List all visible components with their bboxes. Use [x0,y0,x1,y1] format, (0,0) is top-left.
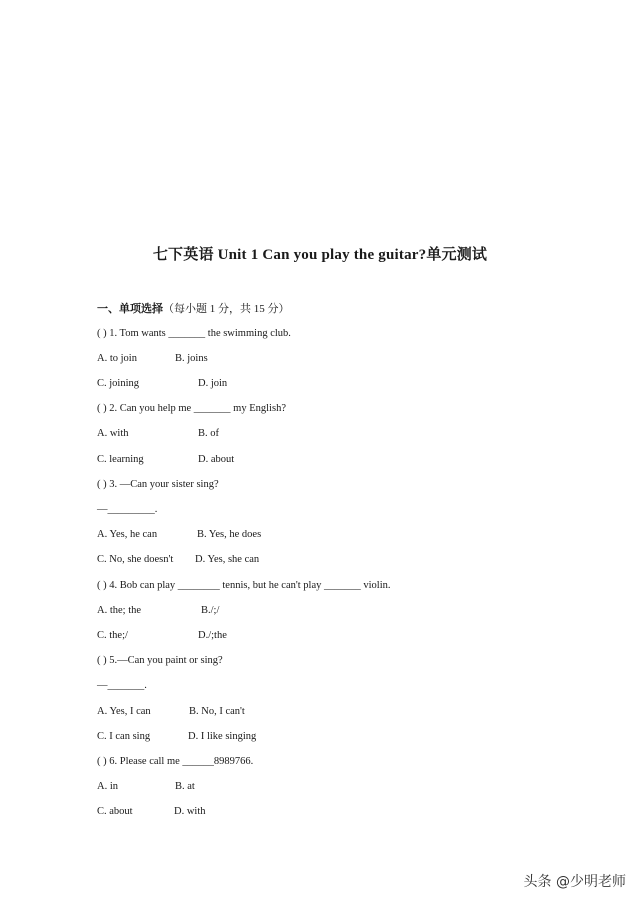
option-b: B. at [175,781,195,792]
option-a: A. to join [97,353,137,364]
option-a: A. Yes, I can [97,706,151,717]
option-d: D. Yes, she can [195,554,260,565]
option-c: C. about [97,806,133,817]
question-4-options-row-1 [97,604,220,618]
section-heading [97,300,290,316]
option-c: C. the;/ [97,630,128,641]
section-label: 一、单项选择 [97,303,163,315]
option-b: B. No, I can't [189,706,245,717]
option-c: C. I can sing [97,731,151,742]
question-6-stem: ( ) 6. Please call me ______8989766. [97,756,254,767]
question-6-options-row-2 [97,805,206,819]
option-c: C. No, she doesn't [97,554,174,565]
question-5-options-row-2 [97,730,257,744]
question-6-options-row-1 [97,780,195,794]
question-3-stem: ( ) 3. —Can your sister sing? [97,479,219,490]
question-3-answer-line: —_________. [97,504,158,515]
question-1-stem: ( ) 1. Tom wants _______ the swimming club. [97,328,291,339]
question-5-stem: ( ) 5.—Can you paint or sing? [97,655,223,666]
option-b: B. Yes, he does [197,529,262,540]
question-5-answer-line: —_______. [97,680,147,691]
question-1-options-row-2 [97,377,228,391]
option-d: D. about [198,454,235,465]
option-d: D. join [198,378,228,389]
page-title: 七下英语 Unit 1 Can you play the guitar?单元测试 [152,247,488,263]
question-2-options-row-2 [97,453,235,467]
watermark: 头条 @少明老师 [523,874,626,890]
option-b: B./;/ [201,605,220,616]
option-d: D. I like singing [188,731,257,742]
option-b: B. of [198,428,219,439]
question-2-options-row-1 [97,427,219,441]
option-a: A. in [97,781,118,792]
option-c: C. joining [97,378,140,389]
question-3-options-row-1 [97,528,262,542]
option-a: A. the; the [97,605,142,616]
option-b: B. joins [175,353,208,364]
option-c: C. learning [97,454,144,465]
option-d: D. with [174,806,206,817]
question-4-stem: ( ) 4. Bob can play ________ tennis, but he can't play _______ violin. [97,580,391,591]
section-note: （每小题 1 分，共 15 分） [163,303,290,315]
option-a: A. Yes, he can [97,529,158,540]
question-4-options-row-2 [97,629,227,643]
question-5-options-row-1 [97,705,245,719]
question-3-options-row-2 [97,553,260,567]
question-2-stem: ( ) 2. Can you help me _______ my English? [97,403,286,414]
option-d: D./;the [198,630,227,641]
option-a: A. with [97,428,129,439]
question-1-options-row-1 [97,352,208,366]
